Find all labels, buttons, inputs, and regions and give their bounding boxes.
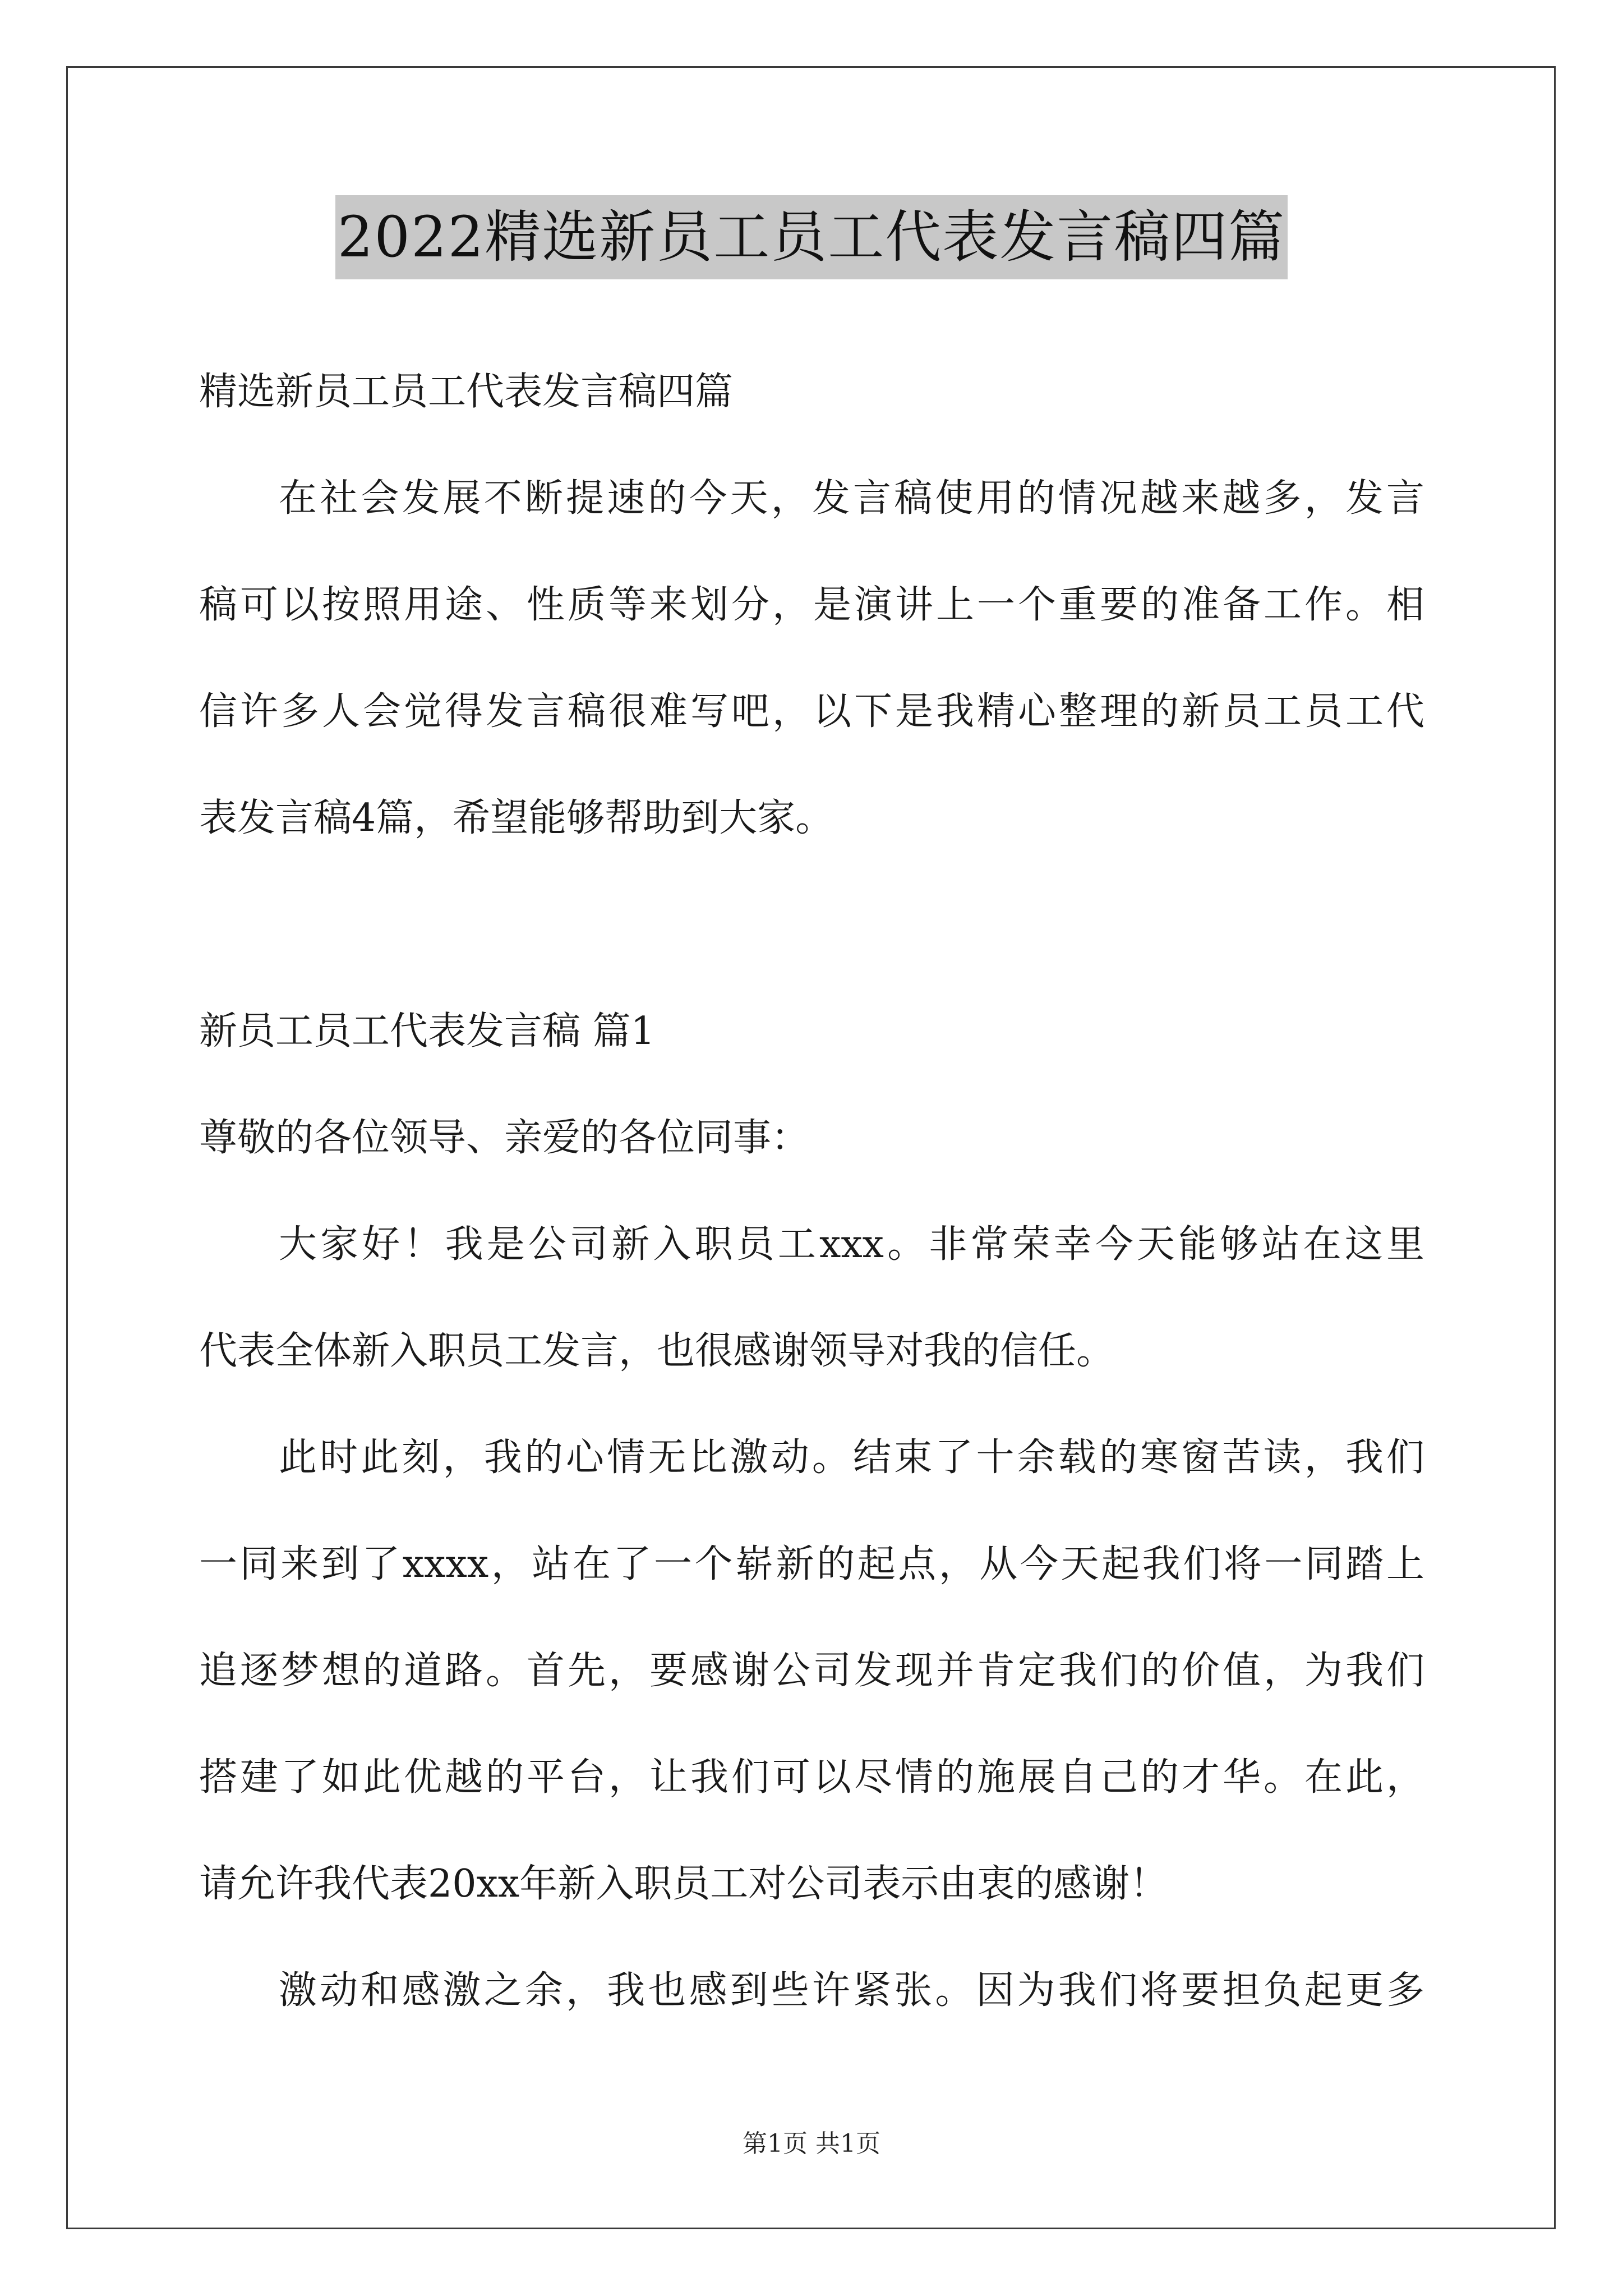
text-line: 精选新员工员工代表发言稿四篇 [199, 370, 734, 414]
text-line: 搭建了如此优越的平台，让我们可以尽情的施展自己的才华。在此， [199, 1755, 1424, 1800]
page-footer: 第1页 共1页 [743, 2129, 880, 2158]
document-body [199, 339, 1424, 2044]
text-line: 信许多人会觉得发言稿很难写吧，以下是我精心整理的新员工员工代 [199, 689, 1424, 734]
text-line: 一同来到了xxxx，站在了一个崭新的起点，从今天起我们将一同踏上 [199, 1542, 1424, 1586]
text-line: 追逐梦想的道路。首先，要感谢公司发现并肯定我们的价值，为我们 [199, 1649, 1424, 1693]
title-container [0, 195, 1623, 279]
text-line: 稿可以按照用途、性质等来划分，是演讲上一个重要的准备工作。相 [199, 583, 1424, 627]
document-title: 2022精选新员工员工代表发言稿四篇 [335, 195, 1288, 279]
text-line: 请允许我代表20xx年新入职员工对公司表示由衷的感谢！ [199, 1862, 1168, 1906]
text-line: 大家好！我是公司新入职员工xxx。非常荣幸今天能够站在这里 [279, 1222, 1424, 1267]
text-line: 在社会发展不断提速的今天，发言稿使用的情况越来越多，发言 [279, 476, 1424, 521]
text-line: 尊敬的各位领导、亲爱的各位同事： [199, 1116, 810, 1160]
text-line: 代表全体新入职员工发言，也很感谢领导对我的信任。 [199, 1329, 1115, 1373]
text-line: 表发言稿4篇，希望能够帮助到大家。 [199, 796, 834, 840]
text-line: 激动和感激之余，我也感到些许紧张。因为我们将要担负起更多 [279, 1968, 1424, 2013]
paragraph-spacer [199, 872, 1424, 978]
text-line: 新员工员工代表发言稿 篇1 [199, 1009, 655, 1053]
text-line: 此时此刻，我的心情无比激动。结束了十余载的寒窗苦读，我们 [279, 1435, 1424, 1480]
